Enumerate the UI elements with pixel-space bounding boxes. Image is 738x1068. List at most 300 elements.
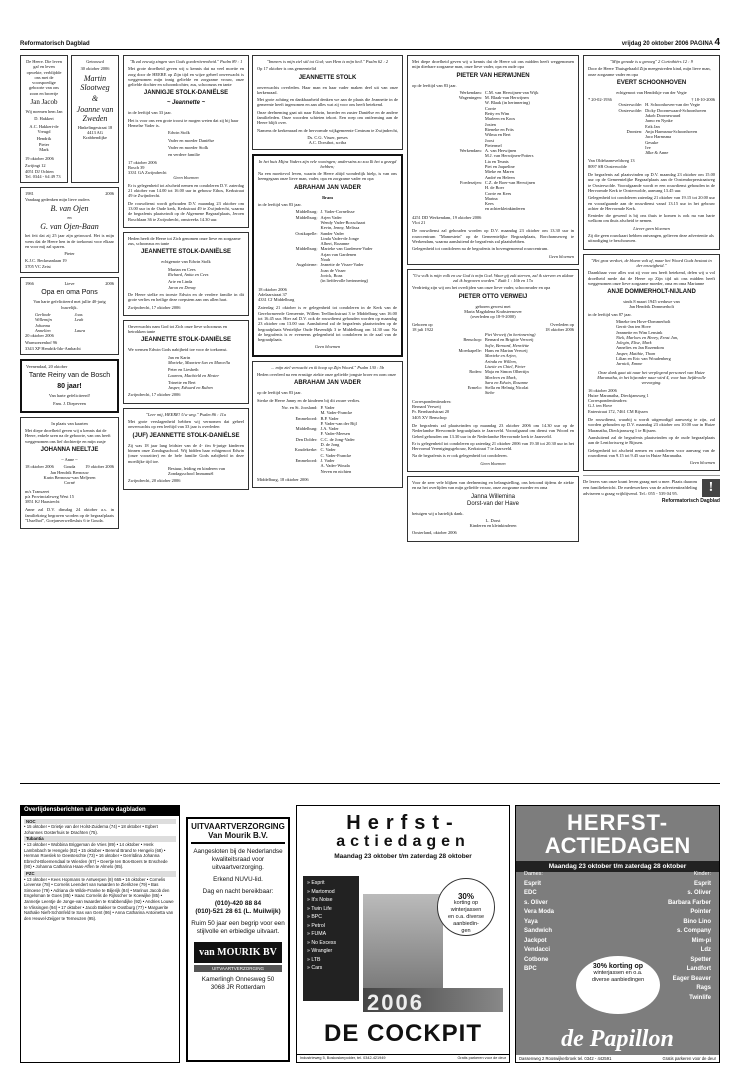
- ad-text: Van harte gefeliciteerd met jullie 40-jarig huwelijk.: [33, 299, 106, 310]
- ad-title: UITVAARTVERZORGING: [191, 822, 285, 831]
- region-label: NOC: [24, 819, 176, 825]
- family-member: Piet Verweij (in herinnering): [484, 332, 536, 338]
- ad-text: Daankbaar voor alles wat zij voor ons heeft betekend, delen wij u vol droefheid mede dat de Heere op Zijn tijd uit ons midden heeft weggenomen onze lieve zorgzame moeder, oma en oma Marianne: [588, 270, 715, 286]
- papillon-fashion-ad: [515, 805, 720, 1063]
- brand: Twinlife: [689, 994, 711, 1001]
- ad-body: De begrafenis zal plaatsvinden op maandag 23 oktober 2006 om 14.30 uur op de Nederlandse Hervormde begraafplaats te Jaarsveld. Voorafgaand om dienst van Woord en Gebed gehouden om 13.30 uur in de Nederlandse Hervormde kerk te Jaarsveld.: [412, 422, 574, 439]
- ad-date-label: Overleden op: [550, 321, 574, 327]
- ad-body: Aansluitend zal de begrafenis plaatsvinden op de oude begraafplaats aan de Lentfortsweg te Rijssen.: [588, 434, 715, 446]
- ad-address: 8097 SB Oosterwolde: [588, 163, 627, 169]
- ad-body: Zij was 18 jaar lang leidster van de 4- t/m 6-jarige kinderen binnen onze Zondagsschool. Wij bidden haar echtgenoot Edwin (onze voorzitter) en de hele familie Gods nabijheid in deze moeilijke tijd toe.: [128, 442, 244, 464]
- brand: » FUMA: [307, 931, 327, 937]
- ad-body: De begrafenis zal plaatsvinden op D.V. maandag 23 oktober om 15.00 uur op de Gemeentelijke Begraafplaats aan de Oostendorperstraatweg te Oosterwolde. Voorafgaande wordt er een rouwdienst gehouden in de Hervormde Kerk te Oosterwolde, aanvang 13.45 uur.: [588, 172, 715, 193]
- ad-address: Correspondentieadres:: [412, 398, 452, 404]
- ad-headline: actiedagen: [336, 833, 470, 850]
- ad-address: Correspondentieadres:: [588, 398, 628, 404]
- ad-date: 17 oktober 2006: [128, 159, 157, 165]
- ad-dates: Maandag 23 oktober t/m zaterdag 28 oktober: [516, 861, 719, 872]
- family-member: Mieke en Maren: [484, 169, 514, 175]
- family-member: Jaco Harmsma: [645, 134, 672, 140]
- family-member: Bernard en Brigitte Verweij: [484, 337, 534, 343]
- family-row: [412, 390, 574, 395]
- family-member: F. Vader-Meesen: [320, 431, 350, 437]
- family-place: Werkendam:: [459, 89, 482, 95]
- family-member: Marleen en Koos: [484, 116, 516, 122]
- family-member: Dicky Doornewaard-Schoonhoven: [645, 107, 707, 113]
- brand: Esprit: [524, 880, 542, 887]
- ad-name: Martin Slootweg: [80, 73, 110, 92]
- ad-quote: ... mijn ziel verwacht en ik hoop op Zijn Woord." Psalm 130 : 5b: [271, 364, 384, 370]
- ad-name: B. van Ojen: [50, 203, 89, 213]
- ad-address: G.J. ten Hove: [588, 403, 613, 409]
- family-list: [412, 90, 574, 212]
- ad-body: Sterke de Heere Janny en de kinderen bij dit zware verlies.: [257, 397, 361, 403]
- family-member: M.J. van Herwijnen-Potters: [484, 153, 534, 159]
- discount-text: diverse aanbiedingen: [591, 977, 645, 983]
- ad-family: Jaron en Denay: [168, 284, 196, 290]
- obituary-entries: • 15 oktober • Grietje van der Holst-Zuidema (74) • 18 oktober • Egbert Johannes Oosterhuis te Drachten (75).: [24, 824, 158, 835]
- family-member: Marieke en Arjen,: [484, 353, 517, 359]
- family-place: Middelburg:: [295, 209, 318, 215]
- ad-address: 3331 GA Zwijndrecht: [128, 170, 167, 176]
- ad-body: Zij die geen rouwkaart hebben ontvangen, gelieven deze advertentie als uitnodiging te beschouwen.: [588, 233, 714, 244]
- family-member: C. Vader: [320, 447, 336, 453]
- family-member: Jorick, Boaz: [320, 272, 343, 278]
- ad-family: Marieke, Maarten-Jan en Marcella: [168, 359, 231, 365]
- ad-quote: "Mijn genade is u genoeg" 2 Corinthiërs 12 : 9: [610, 59, 693, 64]
- brand: Mim-pi: [691, 937, 711, 944]
- death-notice-jeannette-inlaws: [123, 320, 249, 404]
- ad-signature: Fam. J. Diepeveen: [53, 400, 86, 406]
- region-label: Tubantia: [24, 836, 176, 842]
- ad-date: 30 oktober 2006: [80, 66, 110, 72]
- brand-group-label: Kinder:: [693, 871, 711, 877]
- ad-body: Anne zal D.V. dinsdag 24 oktober a.s. in familiekring begraven worden op de begraafplaats "IJsselhof", Goejanverwellesluis 6 te Gouda.: [25, 507, 114, 524]
- ad-year: 2006: [105, 191, 114, 197]
- ad-signature: Namens de kerkenraad en de hervormde wijkgemeente Centrum te Zwijndrecht,: [257, 127, 398, 133]
- ad-age: 80 jaar!: [57, 383, 82, 391]
- ad-footer: [516, 1055, 719, 1062]
- grandchild: Leah: [74, 317, 84, 323]
- ad-signature: Pieter: [64, 251, 75, 257]
- page-number: 4: [714, 37, 720, 48]
- ad-text: Ruim 50 jaar een begrip voor een stijlvolle en erbiedige uitvaart.: [191, 920, 285, 935]
- family-member: en achterkleinkinderen: [484, 206, 525, 212]
- phone-number: (010)-521 28 61 (L. Muilwijk): [195, 908, 281, 915]
- ad-text: Aangesloten bij de Nederlandse kwaliteitsraad voor uitvaartverzorging.: [193, 848, 283, 871]
- ad-year: 1966: [25, 281, 34, 287]
- family-member: Wilma en Bert: [484, 132, 511, 138]
- family-member: Kees: [484, 201, 494, 207]
- brand: » Twin Life: [307, 905, 332, 912]
- ad-address: 3343 XP Hendrik-Ido-Ambacht: [25, 345, 81, 351]
- family-place: Moerkapelle:: [458, 348, 482, 354]
- store-address: Industrieweg 5, Boskoskerpolder, tel. 0342-421949: [300, 1056, 386, 1060]
- family-member: C.M. van Herwijnen-van Wijk: [484, 89, 539, 95]
- ad-no-flowers: Geen bloemen: [173, 175, 199, 181]
- ad-address: Van Oldebarneveldweg 13: [588, 158, 635, 164]
- family-place: Nw. en St. Joosland:: [281, 404, 318, 410]
- brand: Rags: [696, 985, 711, 991]
- ad-text: Door de Heere Thuisgehaald Zijn meegestreden kind, mijn lieve man, onze zorgzame vader en opa: [588, 66, 711, 77]
- brand-group-label: Dames:: [524, 871, 543, 877]
- ad-date: 18 oktober 2006: [25, 464, 54, 470]
- page-label: PAGINA: [690, 41, 713, 47]
- ad-family: Jarnick, Emme: [616, 361, 643, 367]
- family-member: Josien: [484, 121, 496, 127]
- ad-address: Adelaarstraat 37: [258, 291, 287, 297]
- ad-text: Met diepe droefheid geven wij u kennis dat de Heere uit ons midden heeft weggenomen mijn dierbare zorgzame man, onze lieve vader, opa en oude opa: [412, 59, 574, 70]
- family-member: Linda Vader-de Jonge: [320, 235, 359, 241]
- ad-address: Warmoezenhof 96: [25, 340, 58, 346]
- ad-text: Van harte gefeliciteerd!: [48, 393, 91, 399]
- family-member: P. Vader: [320, 404, 335, 410]
- death-notice-pieter-herwijnen: [407, 55, 579, 265]
- ad-date: Middelburg, 18 oktober 2006: [257, 476, 309, 482]
- store-address: Dassenweg 2 Rooswijkerbroek tel. 0342 - 442591: [519, 1056, 612, 1061]
- brand: Cotbone: [524, 956, 549, 963]
- ad-family: Niek, Marloes en Henry, Ernst Jan,: [616, 334, 679, 340]
- death-notice-pieter-verweij: [407, 269, 579, 472]
- family-member: André en Heleen: [484, 174, 515, 180]
- ad-name: Janna Willemina: [470, 493, 516, 500]
- ad-date: Zwijndrecht, 17 oktober 2006: [128, 304, 181, 310]
- ad-date: Zwijndrecht, 17 oktober 2006: [128, 392, 181, 398]
- family-member: Noah: [320, 257, 331, 263]
- ad-family: Jolegin, Elise, Mark: [616, 340, 652, 346]
- ad-address: 3405 XV Benschop: [412, 414, 447, 420]
- ad-body: Gelegenheid tot condoleren na de begrafenis in bovengenoemd rouwcentrum.: [412, 246, 549, 252]
- brand: » BPC: [307, 914, 322, 920]
- family-place: Foederzijen:: [459, 179, 482, 185]
- family-place: Koudekerke:: [294, 447, 318, 453]
- ad-place: Gouda: [63, 464, 76, 470]
- ad-name: G. van Ojen-Baan: [40, 222, 99, 232]
- discount-badge: [576, 956, 660, 1014]
- brand: Barbara Farber: [667, 899, 711, 906]
- ad-conjunction: en: [67, 214, 72, 220]
- brand: » It's Noise: [307, 897, 333, 903]
- ad-text: Verdrietig zijn wij om het overlijden van onze lieve vader, schoonvader en opa: [412, 285, 551, 291]
- paper-name: Reformatorisch Dagblad: [20, 41, 90, 47]
- family-member: C.Z. de Boer-van Herwijnen: [484, 179, 535, 185]
- column-1: [20, 55, 119, 533]
- ad-headline: ACTIEDAGEN: [544, 833, 691, 858]
- brand: Spetter: [690, 956, 711, 963]
- family-place: [257, 469, 320, 474]
- ad-body: betuigen wij u hartelijk dank.: [412, 510, 464, 516]
- family-place: Middelburg:: [295, 426, 318, 432]
- column-2: [123, 55, 249, 494]
- family-place: Den Dolder:: [295, 436, 318, 442]
- family-member: (in liefdevolle herinnering): [320, 278, 369, 284]
- death-notice-jeannette-family: [123, 232, 249, 316]
- obituary-entries: • 13 oktober • Wobbina Briggeman de Vries (89) • 14 oktober • Henk Lambnbach te Hengelo (82) • 15 oktober • Berend Brand te Hengelo (68) • Herman Roeslek te Geesteschte (73) • 16 oktober • Gerritdina Johanna Ebrecht-Bloemendaal te Wierden (67) • Geertje ten Bos-Boers te Enschede (90) • Johanna Catharina Haas-Affen te Almelo (85).: [24, 841, 168, 870]
- brand: BPC: [524, 966, 537, 972]
- ad-line: Pieter: [38, 141, 50, 147]
- ad-no-flowers: Geen bloemen: [480, 460, 506, 466]
- family-place: Ermelo:: [467, 385, 482, 391]
- brand: Yaya: [524, 918, 538, 925]
- ad-address: Enterstraat 172, 7461 CM Rijssen: [588, 408, 648, 414]
- column-5: [583, 55, 720, 505]
- grandchild: Joas: [74, 311, 83, 317]
- ad-family: Corné: [64, 480, 75, 486]
- grandchild: Annelien: [35, 327, 51, 333]
- ad-name: PIETER VAN HERWIJNEN: [456, 72, 530, 79]
- family-member: Marieke van Gardenen-Vader: [320, 246, 373, 252]
- discount-value: 30%: [457, 892, 474, 901]
- ad-name: JANNIGJE STOLK-DANIËLSE: [143, 90, 229, 97]
- discount-text: aanbiedin-: [453, 921, 479, 927]
- ad-headline: Herfst-: [346, 812, 460, 834]
- ad-text: Op 17 oktober is ons gemeentelid: [257, 66, 317, 72]
- death-notice-evert: [583, 55, 720, 250]
- family-place: Dronten:: [626, 128, 643, 134]
- ad-heading: Veenendaal, 20 oktober: [26, 363, 68, 369]
- ad-signature: Ds. C.G. Visser, preses: [307, 134, 348, 140]
- ad-body: De Heere stelke en troeste Edwin en de verdere familie in dit grote verlies en heilige deze roepstem aan ons allen hart.: [128, 291, 244, 303]
- brand: » Esprit: [307, 880, 325, 886]
- family-member: Joan de Visser: [320, 267, 346, 273]
- death-notice-abraham-siblings: [252, 361, 403, 488]
- ad-date: † 18-10-2006: [691, 97, 715, 103]
- women-brands: [524, 870, 554, 975]
- page-header: [20, 36, 720, 50]
- ad-subname: ~ Jeannette ~: [166, 100, 206, 107]
- ad-signature: A.C. Dorsthot, scriba: [308, 140, 347, 146]
- family-member: Stella en Helmig Nicolai: [484, 385, 529, 391]
- ad-address: 4051 DJ Ochten: [25, 168, 54, 174]
- ad-date: 18 oktober 2006: [258, 286, 287, 292]
- ad-name: JEANNETTE STOLK-DANIËLSE: [141, 249, 231, 256]
- family-member: Sofie, Bernard, Henriëtte: [484, 342, 530, 348]
- discount-text: winterjassen: [450, 907, 482, 913]
- church-notice-jeannette: [252, 55, 403, 150]
- family-member: Arjen Vader: [320, 214, 342, 220]
- family-member: B.P. Vader: [320, 415, 339, 421]
- ad-subname: echtgenote van Edwin Stolk: [161, 259, 211, 265]
- column-4: [407, 55, 579, 546]
- family-place: Roden:: [469, 369, 482, 375]
- obituaries-title: Overlijdensberichten uit andere dagbladen: [21, 806, 179, 816]
- family-member: Wendy Vader-Boxschaart: [320, 219, 366, 225]
- ad-name: Tante Reiny van de Bosch: [28, 372, 111, 380]
- family-place: Augsbierne:: [296, 262, 318, 268]
- ad-text: Erkend NUVU-lid.: [213, 876, 263, 883]
- ad-name: JOHANNA NEELTJE: [40, 447, 99, 454]
- family-member: Maja en Simon Olbertijn: [484, 369, 529, 375]
- ad-body: het feit dat zij 25 jaar zijn getrouwd. Het is mijn wens dat de Heere hen in de toekomst voor elkaar en voor mij zal sparen.: [25, 233, 114, 249]
- ad-text: Met grote verslagenheid hebben wij vernomen dat geheel onverwachts op een leeftijd van 33 jaar is overleden: [128, 419, 244, 430]
- family-member: Ive: [645, 144, 651, 150]
- brand: » LTB: [307, 956, 321, 963]
- ad-text: Met grote droefheid geven wij u kennis dat na veel moeite en zorg door de HEERE op Zijn tijd en wijze geheel onverwacht is weggenomen mijn innig geliefde en zorgzame vrouw, onze geliefde dochter en schoondochter, zus, schoonzus en tante: [128, 66, 244, 88]
- ad-address: K.J.C. Beckmanlaan 19: [25, 258, 67, 264]
- ad-text: Dag en nacht bereikbaar:: [202, 888, 274, 895]
- ad-name: JEANNETTE STOLK: [298, 74, 357, 81]
- discount-text: winterjassen en o.a.: [593, 970, 643, 976]
- ad-quote: "Ik zal eeuwig zingen van Gods goedertierenheid." Psalm 89 : 1: [129, 59, 243, 64]
- ad-body: Eenieder die gewend is bij ons thuis te komen is ook nu van harte welkom om thuis afscheid te nemen.: [588, 213, 715, 224]
- family-member: Jeanette de Visser-Vader: [320, 262, 364, 268]
- ad-text: Na een moeitevol leven, waarin de Heere altijd wonderlijk hielp, is van ons heengegaan onze lieve man, vader, opa en zorgzame vader en opa: [258, 171, 397, 182]
- ad-line: D. Hakkert: [34, 116, 54, 122]
- brand: Landfort: [686, 966, 711, 972]
- ad-family: Jeannette en Wim Lensink: [616, 329, 663, 335]
- brand: Vera Moda: [524, 909, 555, 915]
- family-row: [257, 469, 398, 474]
- ad-body: De rouwdienst wordt gehouden D.V. maandag 23 oktober om 13.00 uur in de Oude kerk, Kerkstraat 49 te Zwijndrecht, waarna de begrafenis plaatsvindt op de Algemene Begraafplaats, Jeroen Boschlaan 36 te Zwijndrecht, omstreeks 14.30 uur.: [128, 200, 244, 222]
- ad-address: Bosch 39: [128, 164, 145, 170]
- ad-address: Hinkelingestraat 18: [77, 124, 113, 130]
- family-member: P. Vader-van der Bijl: [320, 420, 357, 426]
- brand: EDC: [524, 890, 537, 896]
- ad-body: We wensen Edwin Gods nabijheid toe voor de toekomst.: [128, 347, 228, 353]
- ad-text: Met diepe droefheid geven wij u kennis dat de Heere, enkele uren na de geboorte, van ons heeft weggenomen ons lief dochtertje en mijn zusje: [25, 428, 111, 444]
- parking-note: Gratis parkeren voor de deur: [457, 1056, 506, 1060]
- discount-text: korting op: [453, 900, 479, 906]
- ad-line: A.C. Hakkert-de Vreugd: [29, 123, 59, 134]
- brand: » Wrangler: [307, 948, 333, 954]
- family-member: M. Vader-Francke: [320, 410, 353, 416]
- ad-body: De rouwdienst, waarbij u wordt uitgenodigd aanwezig te zijn, zal worden gehouden op D.V. maandag 23 oktober om 10.00 uur in Huize Maranatha, Dieckjansweg 1 te Rijssen.: [588, 417, 715, 433]
- death-notice-anje: [583, 254, 720, 472]
- discount-text: 30% korting op: [592, 963, 644, 970]
- ad-family: Jasper, Edward en Ruben: [168, 385, 213, 391]
- ad-no-flowers: Geen bloemen: [314, 344, 341, 350]
- grandchild: Willemijn: [35, 317, 52, 323]
- discount-text: gen: [461, 928, 471, 934]
- family-notice-promo: [583, 475, 720, 497]
- ad-subname: echtgenoot van Hendrikje van der Vegte: [616, 89, 687, 95]
- brand: Sandwich: [524, 928, 553, 934]
- brand: » Petrol: [307, 922, 325, 929]
- family-place: Middelburg:: [295, 214, 318, 220]
- ad-family: Jan Hendrik Bernouw: [50, 469, 89, 475]
- obituaries-other-papers: [20, 805, 180, 1063]
- ad-subname: Maria Magdalena Krabsteenover: [464, 308, 522, 314]
- brand: Bino Lino: [683, 918, 711, 925]
- page-indicator: [622, 37, 720, 48]
- obituary-entries: • 13 oktober • Kees Hopmans te Antwerpen (8) 665 • 16 oktober • Cornelis Lievense (78) • Cornelis Leendert van Iwaarden te Zierikzee (79) • Bas Simoese (79) • Adriana de Wilde-Franke te Biljerijk (84) • Marinus Jacob den Engelsman te Goes (85) • Isaac Cornelis de Rijlsscher te Koewijke (85) • Jannetje Leentje de Jonge-van Iwaarden te Krabbendijke (92) • Andries Louwe te Vlissingen (94) • 17 oktober • Jacob Bakker te Oostburg (77) • Marguerite Nathalie Nieft-Schönfeld te Sas van Gent (86) • Anna Catharina Antoinetta van den Heuvel-Zeijger te Terneuzen (95).: [24, 876, 174, 921]
- section-divider: [20, 783, 720, 784]
- family-member: Arinda en Willem,: [484, 358, 517, 364]
- ad-heading: In plaats van kaarten: [51, 420, 88, 426]
- family-member: C. Vader-Francke: [320, 452, 352, 458]
- family-member: Arjan van Gardenen: [320, 251, 357, 257]
- death-notice-abraham-family: [252, 154, 403, 357]
- ad-family: Trinette en Bert: [168, 379, 196, 385]
- brand: Ldz: [700, 947, 711, 953]
- ad-body: Er is gelegenheid tot afscheid nemen en condoleren D.V. zaterdag 21 oktober van 14.00 tot 16.00 uur in gebouw Ethos, Kerkstraat 49 te Zwijndrecht.: [128, 182, 244, 199]
- ad-date: 18 juli 1922: [412, 326, 434, 332]
- ad-name: ANJE DOMMERHOLT-NIJLAND: [607, 289, 696, 296]
- ad-name: (JUF) JEANNETTE STOLK-DANIËLSE: [132, 432, 240, 439]
- brand: Eager Beaver: [672, 975, 711, 982]
- ad-age: in de leeftijd van 33 jaar.: [128, 110, 172, 116]
- family-member: D. de Jong: [320, 442, 340, 448]
- family-member: Jarno en Nynke: [645, 118, 673, 124]
- ad-body: onverwachts overleden. Haar man en haar vader maken deel uit van onze kerkenraad.: [257, 84, 398, 95]
- cockpit-fashion-ad: [296, 805, 510, 1063]
- ad-body: Gelegenheid tot afscheid nemen en condoleren voor aanvang van de rouwdienst van 9.15 tot 9.45 uur in Huize Maranatha.: [588, 447, 715, 458]
- ad-body: Met grote achting en dankbaarheid denken we aan de plaats die Jeannette in de gemeente heeft ingenomen en aan alles wat zij voor ons heeft betekend.: [257, 97, 398, 108]
- ad-age: op de leeftijd van 83 jaar.: [257, 390, 302, 396]
- birthday-announcement: [20, 359, 119, 413]
- ad-body: Gelegenheid tot condoleren zaterdag 21 oktober van 19.15 tot 20.00 uur en voorafgaande aan de rouwdienst vanaf 13.15 uur in het gebouw achter de Hervormde Kerk.: [588, 195, 715, 211]
- brand: » Martomod: [307, 888, 335, 895]
- ad-address: m/s Transzeet: [25, 488, 50, 494]
- brand: » No Excess: [307, 939, 337, 946]
- ad-line: Wij noemen hem Jan: [25, 109, 63, 115]
- year-graphic: 2006: [367, 990, 424, 1015]
- family-place: [412, 390, 485, 395]
- ad-text: Voor de zeer vele blijken van deelneming en belangstelling, ons betoond tijdens de ziekte en na het overlijden van mijn geliefde vrouw, onze zorgzame moeder en oma: [412, 480, 574, 491]
- ad-line: Mark: [39, 146, 49, 152]
- family-member: J.A. Vader: [320, 426, 339, 432]
- ad-signature: Bestuur, leiding en kinderen van: [168, 465, 226, 471]
- family-member: Neven en nichten: [320, 468, 352, 474]
- ad-address: p/a Provincialeweg West 15: [25, 493, 74, 499]
- ad-no-flowers: Geen bloemen: [548, 253, 574, 259]
- family-list: [588, 102, 715, 155]
- anniversary-announcement: [20, 187, 119, 273]
- family-member: Kevin, Jenny, Melissa: [320, 225, 360, 231]
- family-member: Jilke & Anne: [645, 150, 669, 156]
- paper-logo: Reformatorisch Dagblad: [661, 498, 720, 505]
- ad-family: Richard, Anita en Cees: [168, 272, 209, 278]
- ad-family: Laurens, Machteld en Hester: [168, 372, 220, 378]
- ad-name: ABRAHAM JAN VADER: [294, 184, 361, 191]
- family-member: Corrie: [484, 105, 497, 111]
- ad-family: Marian en Cees: [168, 266, 196, 272]
- column-3: [252, 55, 403, 492]
- brand-list: [303, 876, 359, 1001]
- family-row: [588, 150, 715, 155]
- family-member: Lisette en Chiel, Pieter: [484, 363, 526, 369]
- ad-text: De Heere. Die leven gaf en leven opwekte, verblijdde ons met de voorspoedige geboorte van ons zoon en broertje: [26, 59, 62, 96]
- region-label: PZC: [24, 871, 176, 877]
- family-member: H. Schoonhoven-van der Vegte: [645, 102, 700, 108]
- family-member: H. de Boer: [484, 185, 505, 191]
- family-member: Betty en Wim: [484, 111, 510, 117]
- brand: Pointer: [690, 909, 711, 915]
- ad-date: 18 oktober 2006: [545, 326, 574, 332]
- ad-subname: ~ Anne ~: [61, 457, 78, 463]
- family-place: Emmeloord:: [295, 457, 318, 463]
- ad-address: 3705 VC Zeist: [25, 263, 51, 269]
- ad-signature: Kinderen en kleinkinderen: [469, 523, 517, 529]
- ad-family: en verdere familie: [168, 152, 200, 158]
- ad-subname: sinds 8 maart 1945 weduwe van: [623, 299, 680, 305]
- family-member: J. Vader-Cornelisse: [320, 209, 355, 215]
- family-member: Albert, Rozanne: [320, 241, 350, 247]
- brand: Jackpot: [524, 937, 547, 944]
- ad-family: Vader en moeder Stolk: [168, 144, 209, 150]
- ad-year: 1981: [25, 191, 34, 197]
- family-row: [258, 278, 397, 283]
- brand: s. Oliver: [524, 899, 548, 906]
- family-member: Hans en Marian Verweij: [484, 348, 528, 354]
- family-member: Rieneke en Frits: [484, 126, 514, 132]
- ad-date: 20 oktober 2006: [25, 333, 54, 339]
- brand: Vendacci: [524, 947, 551, 953]
- family-member: Sander Vader: [320, 230, 344, 236]
- store-logo: DE COCKPIT: [323, 1020, 482, 1047]
- ad-date: 19 oktober 2006: [85, 464, 114, 470]
- ad-ampersand: &: [91, 93, 99, 103]
